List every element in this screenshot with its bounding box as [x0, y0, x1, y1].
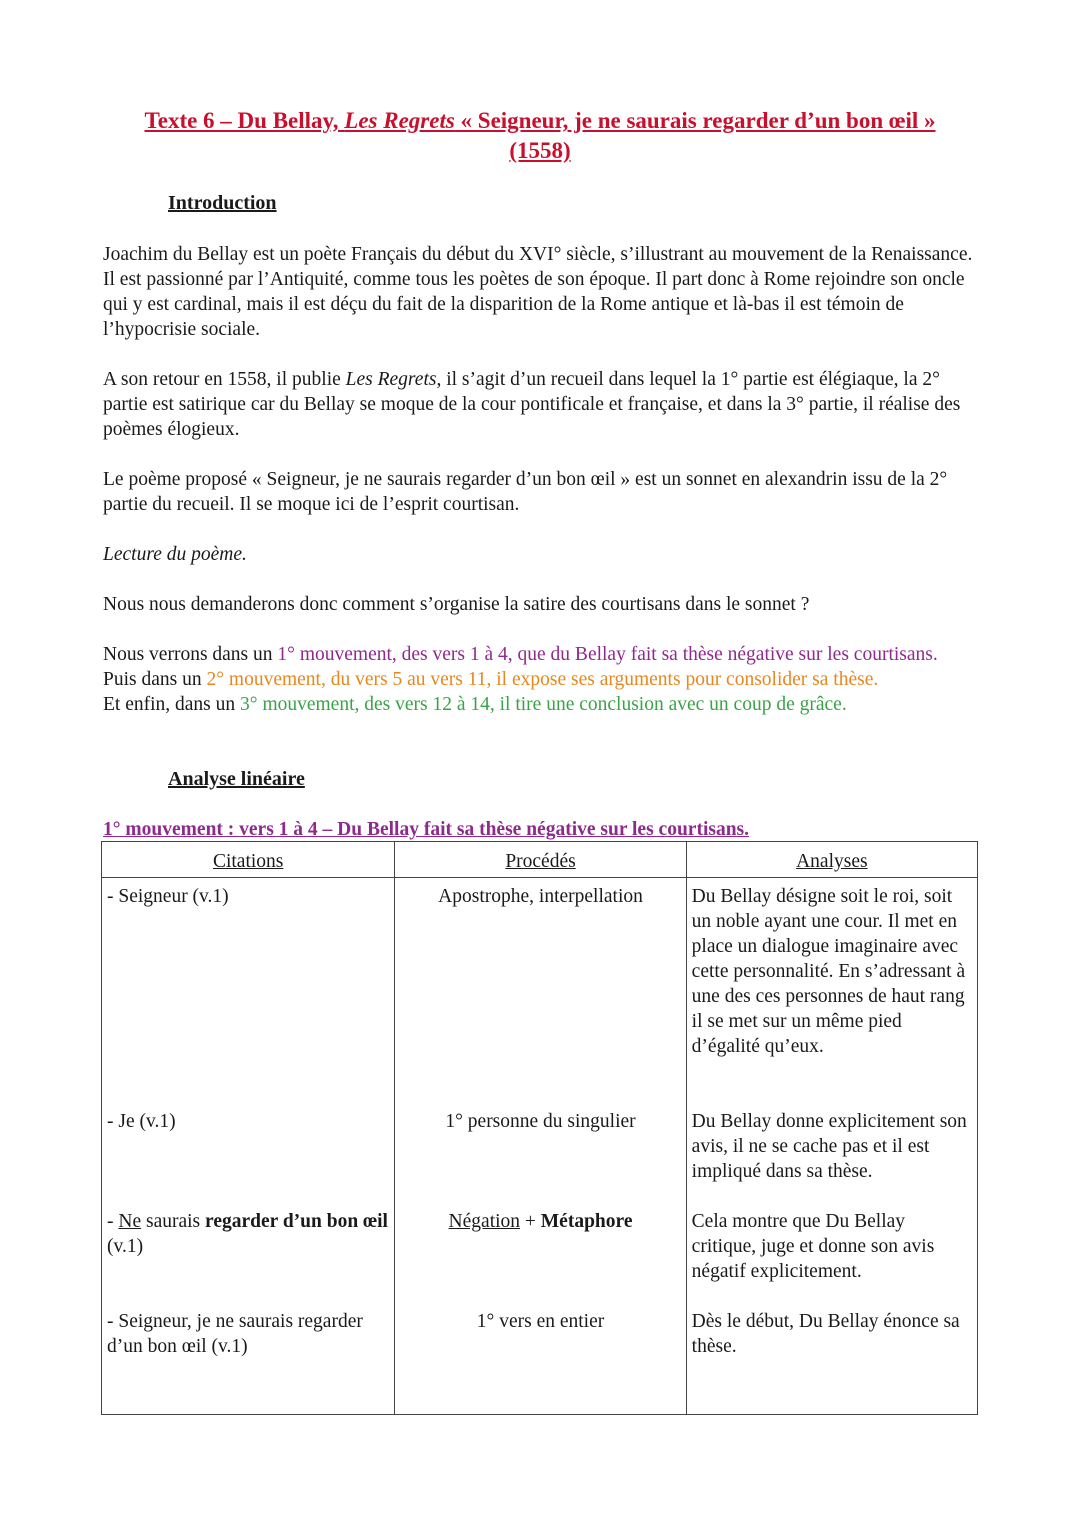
- column-header-citations: Citations: [102, 842, 395, 878]
- plan1-b: 1° mouvement, des vers 1 à 4, que du Bellay fait sa thèse négative sur les courtisans.: [277, 644, 938, 665]
- analyse-cell: Cela montre que Du Bellay critique, juge et donne son avis négatif explicitement.: [686, 1209, 977, 1309]
- citation-end: (v.1): [107, 1236, 144, 1257]
- title-work: Les Regrets: [344, 108, 455, 133]
- procede-plus: +: [520, 1211, 541, 1232]
- intro-paragraph-3: [103, 467, 983, 517]
- intro-paragraph-2: [103, 367, 983, 442]
- plan2-a: Puis dans un: [103, 669, 207, 690]
- table-header-row: [102, 842, 978, 878]
- citation-dash: -: [107, 1211, 119, 1232]
- plan-line-2: [103, 667, 983, 692]
- procede-cell: [395, 1209, 686, 1309]
- intro-para1-text: Joachim du Bellay est un poète Français du début du XVI° siècle, s’illustrant au mouvement de la Renaissance. Il est passionné par l’Antiquité, comme tous les poètes de son époque. Il part donc à Rome rejoindre son oncle qui y est cardinal, mais il est déçu du fait de la disparition de la Rome antique et là-bas il est témoin de l’hypocrisie sociale.: [103, 244, 973, 340]
- movement-1-heading: 1° mouvement : vers 1 à 4 – Du Bellay fait sa thèse négative sur les courtisans.: [103, 819, 750, 840]
- para2-work: Les Regrets: [345, 369, 437, 390]
- procede-cell: Apostrophe, interpellation: [395, 878, 686, 1110]
- analyse-cell: Dès le début, Du Bellay énonce sa thèse.: [686, 1309, 977, 1415]
- procede-negation: Négation: [448, 1211, 521, 1232]
- citation-bold: regarder d’un bon œil: [205, 1211, 388, 1232]
- citation-cell: - Seigneur (v.1): [102, 878, 395, 1110]
- document-title: [100, 106, 980, 166]
- analyse-cell: Du Bellay désigne soit le roi, soit un noble ayant une cour. Il met en place un dialogue imaginaire avec cette personnalité. En s’adressant à une des ces personnes de haut rang il se met sur un même pied d’égalité qu’eux.: [686, 878, 977, 1110]
- plan-paragraph: [103, 642, 983, 717]
- intro-paragraph-1: [103, 242, 983, 342]
- table-row: [102, 878, 978, 1110]
- citation-negation: Ne: [118, 1211, 142, 1232]
- plan2-b: 2° mouvement, du vers 5 au vers 11, il expose ses arguments pour consolider sa thèse.: [206, 669, 879, 690]
- plan3-b: 3° mouvement, des vers 12 à 14, il tire une conclusion avec un coup de grâce.: [240, 694, 847, 715]
- intro-para2-text: [103, 367, 983, 442]
- column-header-analyses: Analyses: [686, 842, 977, 878]
- table-row: [102, 1109, 978, 1209]
- citation-mid: saurais: [141, 1211, 206, 1232]
- plan1-a: Nous verrons dans un: [103, 644, 278, 665]
- plan-line-3: [103, 692, 983, 717]
- title-prefix: Texte 6 – Du Bellay,: [144, 108, 345, 133]
- table-row: [102, 1209, 978, 1309]
- procede-cell: 1° personne du singulier: [395, 1109, 686, 1209]
- para2-b: , il s’agit d’un recueil dans lequel la 1° partie est élégiaque, la 2° partie est satirique car du Bellay se moque de la cour pontificale et française, et dans la 3° partie, il réalise des poèmes élogieux.: [103, 369, 961, 440]
- reading-text: Lecture du poème.: [103, 544, 247, 565]
- citation-cell: - Je (v.1): [102, 1109, 395, 1209]
- table-row: [102, 1309, 978, 1415]
- intro-para3-text: Le poème proposé « Seigneur, je ne saurais regarder d’un bon œil » est un sonnet en alexandrin issu de la 2° partie du recueil. Il se moque ici de l’esprit courtisan.: [103, 469, 948, 515]
- analyse-cell: Du Bellay donne explicitement son avis, il ne se cache pas et il est impliqué dans sa thèse.: [686, 1109, 977, 1209]
- question-text: Nous nous demanderons donc comment s’organise la satire des courtisans dans le sonnet ?: [103, 594, 810, 615]
- introduction-heading: Introduction: [168, 192, 277, 214]
- plan3-a: Et enfin, dans un: [103, 694, 241, 715]
- column-header-procedes: Procédés: [395, 842, 686, 878]
- title-quote: « Seigneur, je ne saurais regarder d’un bon œil »: [454, 108, 936, 133]
- procede-cell: 1° vers en entier: [395, 1309, 686, 1415]
- problem-question: [103, 592, 983, 617]
- reading-line: [103, 542, 983, 567]
- title-year: (1558): [509, 138, 571, 163]
- analysis-table: [101, 841, 978, 1415]
- procede-metaphore: Métaphore: [540, 1211, 633, 1232]
- plan-line-1: [103, 642, 983, 667]
- analysis-heading: Analyse linéaire: [168, 768, 305, 790]
- citation-cell: [102, 1209, 395, 1309]
- citation-cell: - Seigneur, je ne saurais regarder d’un bon œil (v.1): [102, 1309, 395, 1415]
- para2-a: A son retour en 1558, il publie: [103, 369, 346, 390]
